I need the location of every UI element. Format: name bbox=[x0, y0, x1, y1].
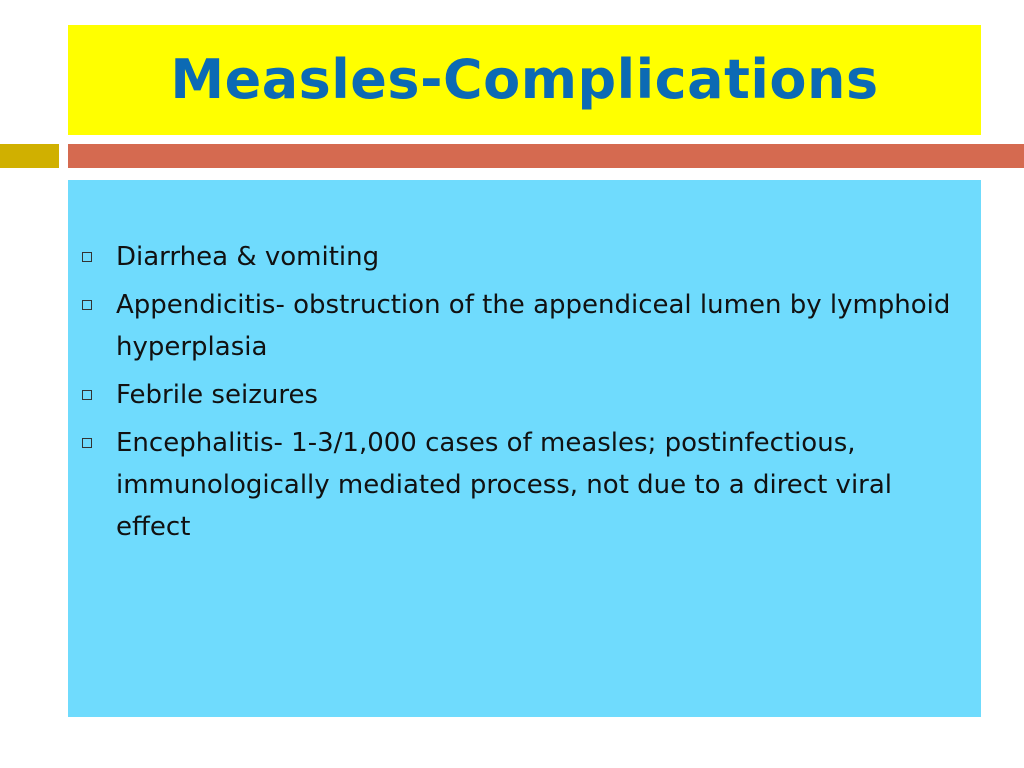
bullet-text: Diarrhea & vomiting bbox=[116, 242, 380, 272]
content-panel bbox=[68, 180, 981, 717]
square-bullet-icon bbox=[82, 252, 92, 262]
accent-bar-left bbox=[0, 144, 59, 168]
square-bullet-icon bbox=[82, 300, 92, 310]
bullet-item bbox=[82, 422, 965, 548]
square-bullet-icon bbox=[82, 438, 92, 448]
title-banner bbox=[68, 25, 981, 135]
bullet-item bbox=[82, 374, 965, 416]
bullet-item bbox=[82, 236, 965, 278]
bullet-list bbox=[82, 236, 965, 548]
bullet-text: Appendicitis- obstruction of the appendiceal lumen by lymphoid hyperplasia bbox=[116, 290, 951, 362]
bullet-text: Febrile seizures bbox=[116, 380, 318, 410]
square-bullet-icon bbox=[82, 390, 92, 400]
accent-bar-right bbox=[68, 144, 1024, 168]
slide-title: Measles-Complications bbox=[170, 48, 879, 111]
bullet-text: Encephalitis- 1-3/1,000 cases of measles; postinfectious, immunologically mediated process, not due to a direct viral effect bbox=[116, 428, 893, 542]
bullet-item bbox=[82, 284, 965, 368]
